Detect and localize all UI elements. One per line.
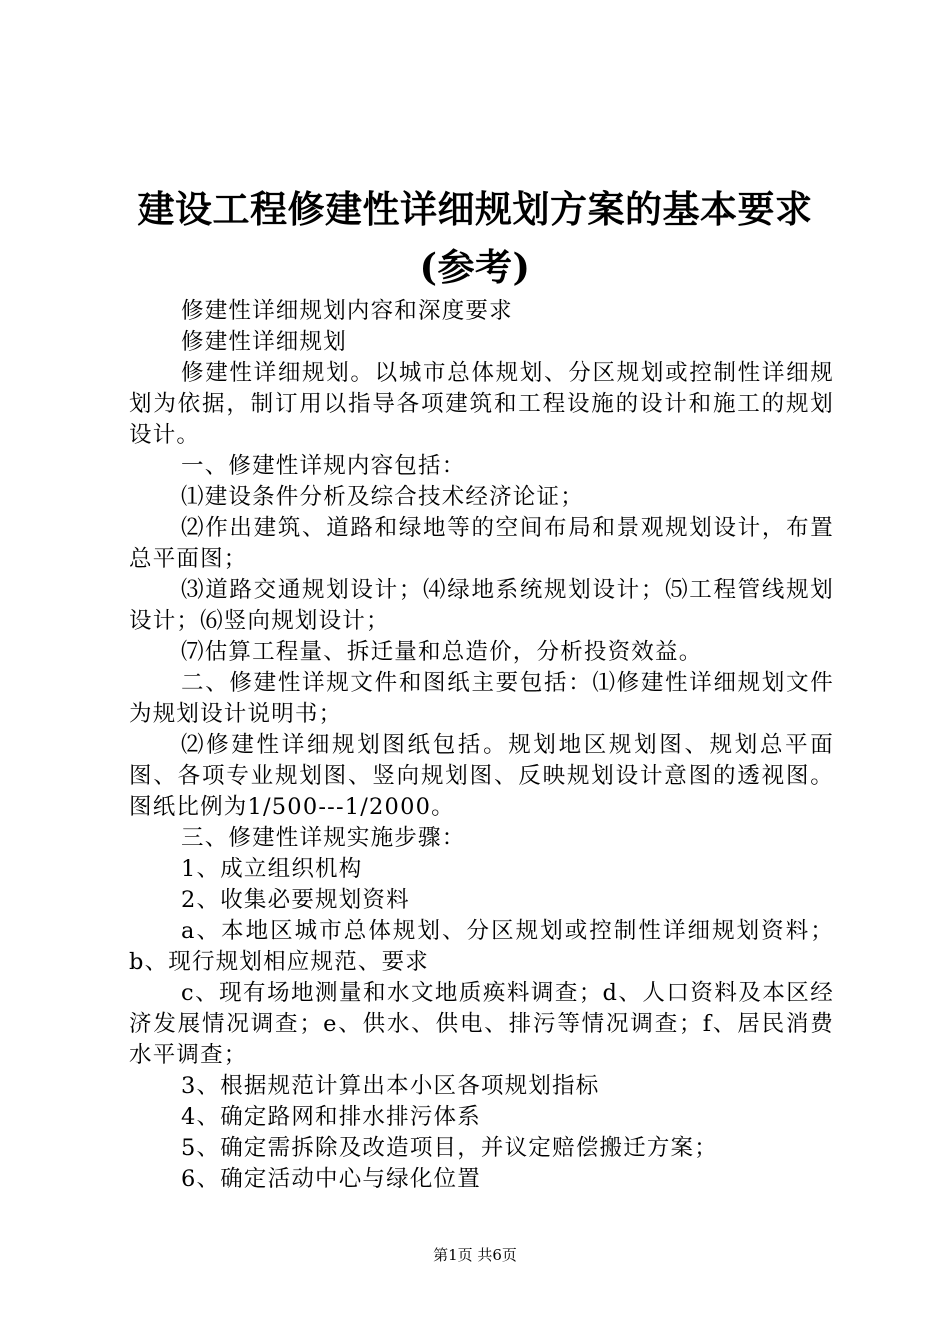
paragraph: 一、修建性详规内容包括： — [181, 453, 466, 479]
paragraph: ⑴建设条件分析及综合技术经济论证； — [181, 484, 584, 510]
paragraph: 3、根据规范计算出本小区各项规划指标 — [181, 1073, 600, 1099]
paragraph: ⑵修建性详细规划图纸包括。规划地区规划图、规划总平面图、各项专业规划图、竖向规划图、反映规划设计意图的透视图。图纸比例为1/500---1/2000。 — [129, 732, 834, 820]
paragraph: 2、收集必要规划资料 — [181, 887, 410, 913]
paragraph: ⑶道路交通规划设计；⑷绿地系统规划设计；⑸工程管线规划设计；⑹竖向规划设计； — [129, 577, 834, 634]
paragraph: 修建性详细规划内容和深度要求 — [181, 298, 513, 324]
paragraph: 三、修建性详规实施步骤： — [181, 825, 466, 851]
paragraph: ⑵作出建筑、道路和绿地等的空间布局和景观规划设计，布置总平面图； — [129, 515, 834, 572]
paragraph: 修建性详细规划。以城市总体规划、分区规划或控制性详细规划为依据，制订用以指导各项建筑和工程设施的设计和施工的规划设计。 — [129, 360, 834, 448]
paragraph: 4、确定路网和排水排污体系 — [181, 1104, 481, 1130]
document-body — [129, 296, 834, 1195]
paragraph: 二、修建性详规文件和图纸主要包括：⑴修建性详细规划文件为规划设计说明书； — [129, 670, 834, 727]
paragraph: ⑺估算工程量、拆迁量和总造价，分析投资效益。 — [181, 639, 703, 665]
paragraph: 1、成立组织机构 — [181, 856, 363, 882]
paragraph: c、现有场地测量和水文地质痪料调查；d、人口资料及本区经济发展情况调查；e、供水、供电、排污等情况调查；f、居民消费水平调查； — [129, 980, 834, 1068]
page-footer: 第1页 共6页 — [433, 1246, 517, 1264]
paragraph: 5、确定需拆除及改造项目，并议定赔偿搬迁方案； — [181, 1135, 718, 1161]
paragraph: a、本地区城市总体规划、分区规划或控制性详细规划资料；b、现行规划相应规范、要求 — [129, 918, 834, 975]
paragraph: 修建性详细规划 — [181, 329, 347, 355]
document-title: 建设工程修建性详细规划方案的基本要求(参考) — [137, 187, 813, 289]
paragraph: 6、确定活动中心与绿化位置 — [181, 1166, 481, 1192]
